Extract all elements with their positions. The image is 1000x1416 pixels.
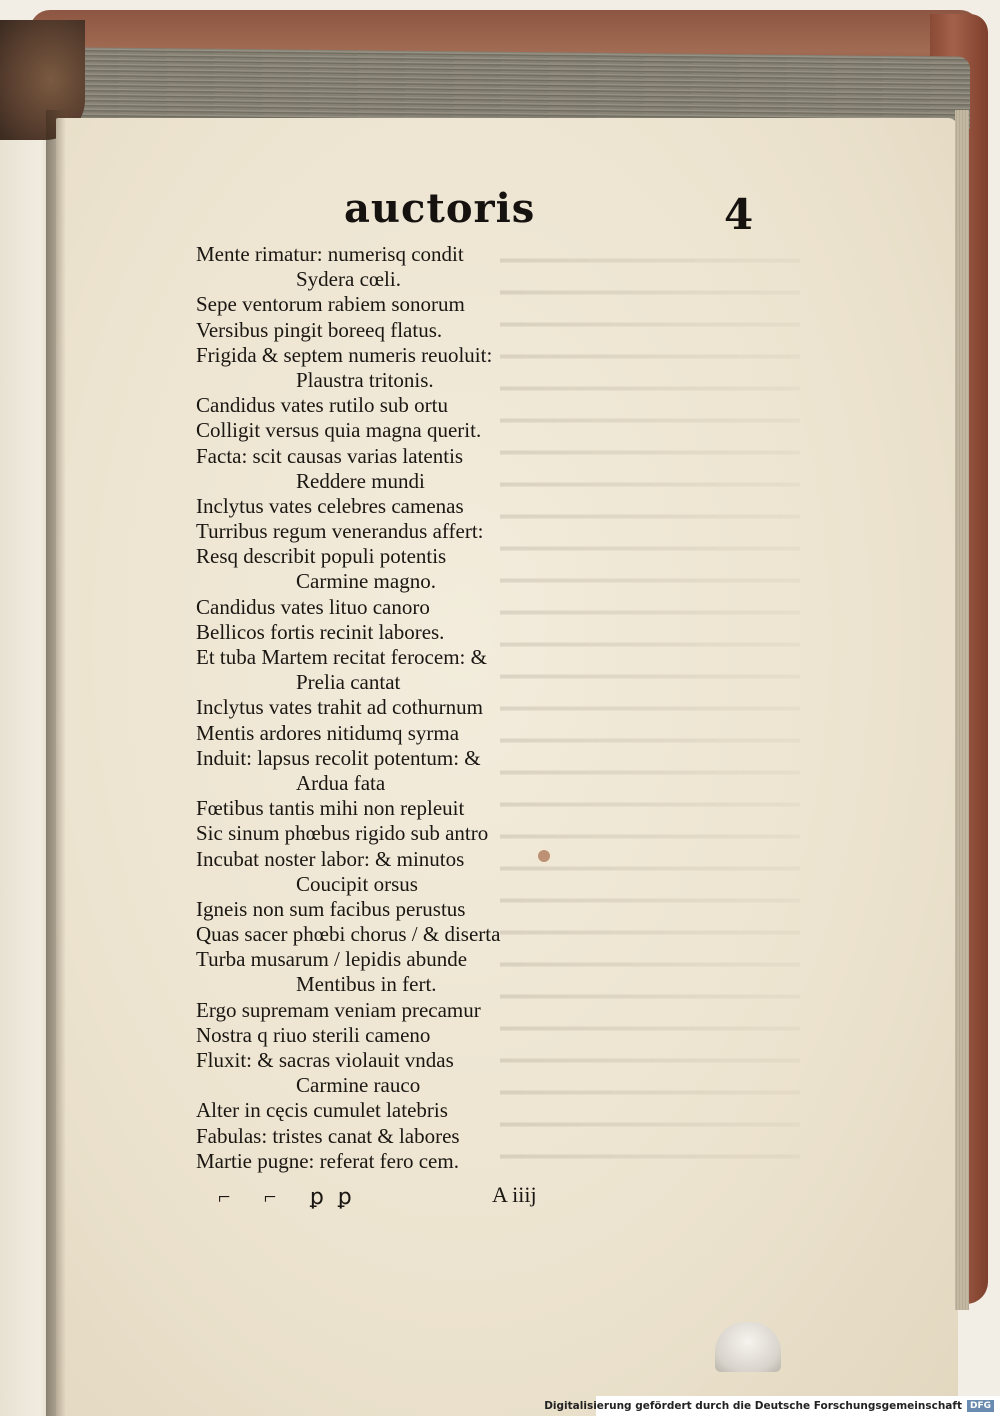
text-line: Versibus pingit boreeq flatus.	[196, 317, 443, 342]
dfg-logo-icon: DFG	[967, 1400, 994, 1412]
text-line: Plaustra tritonis.	[296, 367, 434, 392]
text-line: Sepe ventorum rabiem sonorum	[196, 292, 465, 317]
text-line: Mentis ardores nitidumq syrma	[196, 720, 460, 745]
text-line: Candidus vates lituo canoro	[196, 594, 430, 619]
text-line: Quas sacer phœbi chorus / & diserta	[196, 922, 501, 947]
text-line: Carmine magno.	[296, 569, 436, 594]
text-line: Igneis non sum facibus perustus	[196, 896, 466, 921]
text-line: Turribus regum venerandus affert:	[196, 519, 484, 544]
text-line: Induit: lapsus recolit potentum: &	[196, 745, 481, 770]
text-line: Candidus vates rutilo sub ortu	[196, 393, 448, 418]
signature-marks: ⌐ ⌐ ꝑꝑ	[218, 1184, 366, 1209]
poem-text	[196, 242, 576, 1174]
text-line: Incubat noster labor: & minutos	[196, 846, 465, 871]
text-line: Colligit versus quia magna querit.	[196, 418, 482, 443]
text-line: Reddere mundi	[296, 468, 425, 493]
text-line: Sydera cœli.	[296, 267, 401, 292]
text-line: Martie pugne: referat fero cem.	[196, 1148, 459, 1173]
text-line: Carmine rauco	[296, 1073, 421, 1098]
text-line: Mentibus in fert.	[296, 972, 437, 997]
text-line: Et tuba Martem recitat ferocem: &	[196, 645, 487, 669]
text-line: Ardua fata	[296, 770, 386, 795]
text-line: Turba musarum / lepidis abunde	[196, 947, 468, 972]
folio-number: 4	[724, 190, 754, 239]
quire-signature: A iiij	[492, 1182, 537, 1207]
text-line: Sic sinum phœbus rigido sub antro	[196, 821, 489, 846]
text-line: Bellicos fortis recinit labores.	[196, 619, 445, 644]
text-line: Fœtibus tantis mihi non repleuit	[196, 796, 465, 821]
credit-text: Digitalisierung gefördert durch die Deutsche Forschungsgemeinschaft	[544, 1400, 962, 1412]
text-line: Facta: scit causas varias latentis	[196, 443, 464, 468]
text-line: Frigida & septem numeris reuoluit:	[196, 342, 493, 367]
text-line: Nostra q riuo sterili cameno	[196, 1022, 431, 1047]
gutter-shadow	[46, 110, 66, 1416]
text-line: Fabulas: tristes canat & labores	[196, 1123, 460, 1148]
text-line: Alter in cęcis cumulet latebris	[196, 1098, 448, 1123]
running-head: auctoris	[344, 185, 536, 232]
text-line: Fluxit: & sacras violauit vndas	[196, 1048, 454, 1072]
text-line: Mente rimatur: numerisq condit	[196, 242, 464, 266]
text-line: Coucipit orsus	[296, 871, 418, 896]
text-line: Ergo supremam veniam precamur	[196, 997, 481, 1022]
digitization-credit-bar	[544, 1396, 1000, 1416]
text-line: Inclytus vates trahit ad cothurnum	[196, 695, 483, 720]
text-line: Prelia cantat	[296, 670, 401, 695]
page-edges-side	[955, 110, 969, 1310]
text-line: Inclytus vates celebres camenas	[196, 493, 464, 518]
text-line: Resq describit populi potentis	[196, 544, 447, 569]
clasp-icon	[715, 1322, 781, 1372]
page-edges-top	[80, 47, 970, 128]
